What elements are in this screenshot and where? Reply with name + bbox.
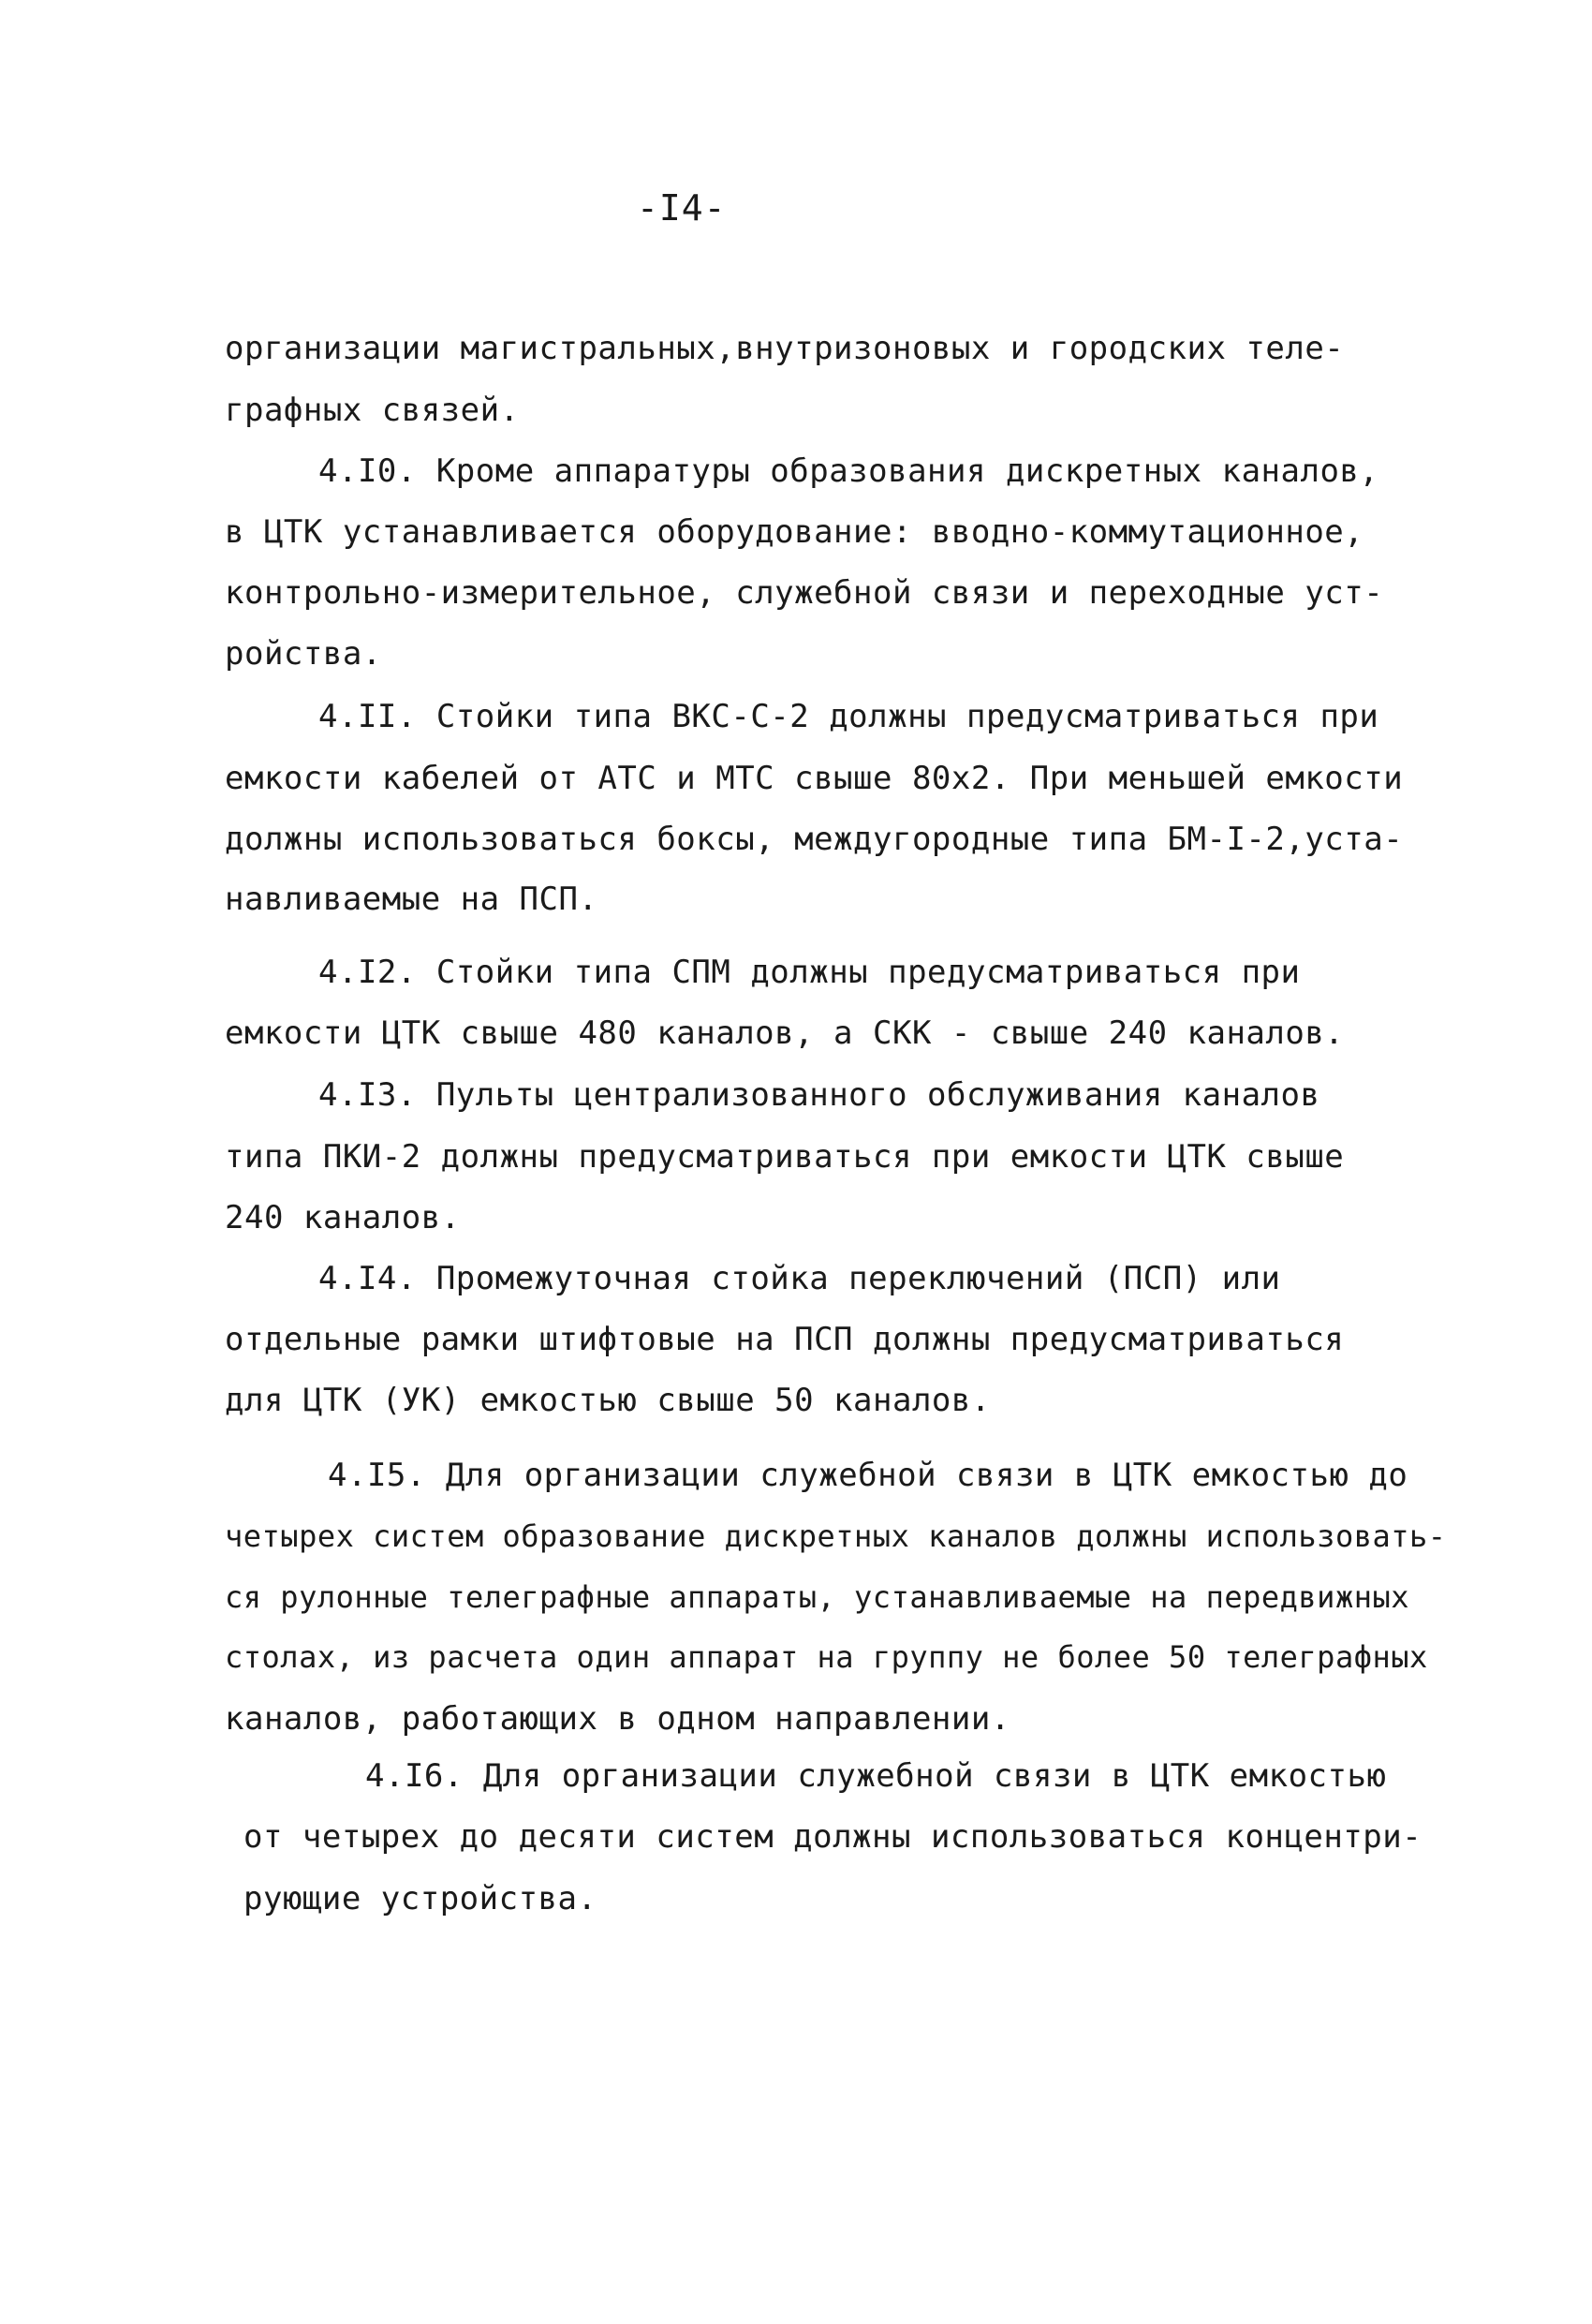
text-line: 240 каналов. xyxy=(225,1199,461,1236)
text-line: каналов, работающих в одном направлении. xyxy=(225,1700,1010,1738)
text-line: 4.I0. Кроме аппаратуры образования дискретных каналов, xyxy=(318,452,1379,490)
text-line: типа ПКИ-2 должны предусматриваться при емкости ЦТК свыше xyxy=(225,1138,1345,1176)
text-line: столах, из расчета один аппарат на группу не более 50 телеграфных xyxy=(225,1639,1428,1675)
text-line: отдельные рамки штифтовые на ПСП должны предусматриваться xyxy=(225,1321,1345,1358)
text-line: емкости кабелей от АТС и МТС свыше 80х2. При меньшей емкости xyxy=(225,760,1404,797)
text-line: контрольно-измерительное, служебной связи и переходные уст- xyxy=(225,574,1384,612)
text-line: 4.I5. Для организации служебной связи в ЦТК емкостью до xyxy=(328,1457,1408,1494)
text-line: 4.I6. Для организации служебной связи в ЦТК емкостью xyxy=(365,1757,1387,1795)
text-line: ройства. xyxy=(225,635,382,673)
text-line: для ЦТК (УК) емкостью свыше 50 каналов. xyxy=(225,1382,991,1419)
text-line: емкости ЦТК свыше 480 каналов, а СКК - свыше 240 каналов. xyxy=(225,1014,1345,1052)
text-line: четырех систем образование дискретных каналов должны использовать- xyxy=(225,1518,1447,1554)
text-line: рующие устройства. xyxy=(243,1880,597,1917)
text-line: в ЦТК устанавливается оборудование: вводно-коммутационное, xyxy=(225,513,1364,551)
text-line: графных связей. xyxy=(225,392,520,429)
page-number: -I4- xyxy=(637,187,727,229)
text-line: 4.II. Стойки типа ВКС-С-2 должны предусматриваться при xyxy=(318,698,1379,735)
text-line: ся рулонные телеграфные аппараты, устанавливаемые на передвижных xyxy=(225,1579,1409,1615)
text-line: 4.I2. Стойки типа СПМ должны предусматриваться при xyxy=(318,954,1301,991)
text-line: 4.I3. Пульты централизованного обслуживания каналов xyxy=(318,1076,1320,1114)
text-line: от четырех до десяти систем должны использоваться концентри- xyxy=(243,1818,1422,1856)
text-line: 4.I4. Промежуточная стойка переключений (ПСП) или xyxy=(318,1260,1281,1297)
text-line: навливаемые на ПСП. xyxy=(225,881,598,918)
text-line: организации магистральных,внутризоновых и городских теле- xyxy=(225,330,1345,367)
text-line: должны использоваться боксы, междугородные типа БМ-I-2,уста- xyxy=(225,821,1404,858)
